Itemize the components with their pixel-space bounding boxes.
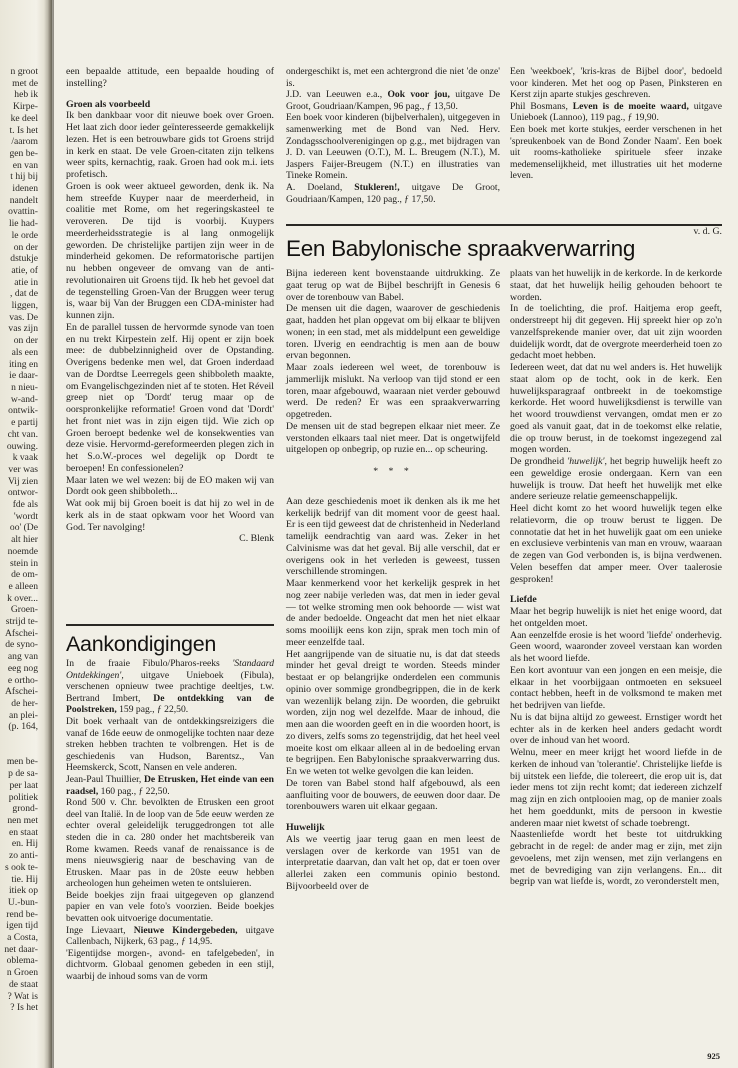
edge-line: nandelt [9,194,38,206]
edge-line: eeg nog [7,662,38,674]
announcements-column [66,658,274,983]
paragraph: Een kort avontuur van een jongen en een meisje, die elkaar in het voorbijgaan ontmoeten en seksueel contact hebben, heeft in de volksmond te maken met het bedrijven van liefde. [510,664,722,711]
paragraph: Aan eenzelfde erosie is het woord 'liefde' onderhevig. Geen woord, waaronder zoveel verstaan kan worden als het woord liefde. [510,629,722,664]
edge-line: e ortho- [7,674,38,686]
edge-line: lie had- [8,218,38,230]
book-listing: A. Doeland, Stukleren!, uitgave De Groot, Goudriaan/Kampen, 120 pag., ƒ 17,50. [286,181,500,205]
edge-line: Vij zien [7,475,38,487]
paragraph: En de parallel tussen de hervormde synode van toen en nu trekt Kirpestein zelf. Hij opent er zijn boek mee: de dubbelzinnigheid over de Opstanding. Overigens bedenke men wel, dat Groen inderdaad van de Dordtse Leerregels geen shibboleth maakte, om Evangelischgezinden niet af te stoten. Het Réveil greep niet op 'Dordt' terug maar op de oorspronkelijke reformatie! Groen vond dat 'Dordt' het front niet was in zijn eigen tijd. Wie zich op Groen beroept bedenke wel de konsekwenties van deze visie. Hervormd-gereformeerden plegen zich in het S.o.W.-proces wel degelijk op Dordt te beroepen! En confessionelen? [66,321,274,474]
column-2-announcements [286,66,500,205]
edge-line: vas zijn [8,323,38,335]
paragraph: Maar laten we wel wezen: bij de EO maken wij van Dordt ook geen shibboleth... [66,474,274,498]
edge-line: en staat [8,826,38,838]
paragraph: Maar kenmerkend voor het kerkelijk gesprek in het nog zeer nabije verleden was, dat men in ieder geval — tot welke stroming men ook behoorde — wist wat de ander bedoelde. Ongeacht dat men het niet elkaar soms mooilijk eens kon zijn, sprak men toch min of meer eenzelfde taal. [286,578,500,648]
edge-line: s ook te- [4,861,38,873]
edge-line: zo anti- [8,850,38,862]
edge-line: /aarom [11,136,38,148]
author-signature-vdg: v. d. G. [693,226,722,237]
author-signature: C. Blenk [239,533,274,545]
edge-line: oo' (De [9,522,38,534]
edge-line: a Costa, [7,932,38,944]
edge-line: ontwik- [8,405,38,417]
paragraph: Maar zoals iedereen wel weet, de torenbouw is jammerlijk mislukt. Na verloop van tijd stond er een toren, maar afgebouwd, waaraan niet verder gebouwd werd. De reden? Er was een spraakverwarring opgetreden. [286,362,500,420]
announcement-item: Dit boek verhaalt van de ontdekkingsreizigers die vanaf de 16de eeuw de onmogelijke tochten naar deze streken hebben trachten te volbrengen. Het is de geschiedenis van Hudson, Barentsz., Van Heemskerck, Scott, Nansen en vele anderen. [66,715,274,774]
edge-line: k vaak [12,452,38,464]
section-divider [66,624,274,626]
paragraph: In de toelichting, die prof. Haitjema erop geeft, onderstreept hij dit gegeven. Hij spreekt hier op zo'n vanzelfsprekende manier over, dat uit zijn woorden duidelijk wordt, dat de overgrote meerderheid toen zo gedacht moet hebben. [510,303,722,362]
column-1-groen-article [66,66,274,545]
subheading-huwelijk: Huwelijk [286,822,325,833]
edge-line: rend be- [6,908,38,920]
edge-line: n nieu- [11,381,38,393]
edge-line [2,733,38,745]
edge-line: 'wordt [13,510,38,522]
edge-line: de om- [11,569,38,581]
edge-line: stein in [10,557,38,569]
edge-line: atie, of [11,264,38,276]
edge-line: on der [13,241,38,253]
edge-line: de staat [8,978,38,990]
edge-line: per laat [9,779,38,791]
babylon-column-right [510,268,722,888]
edge-line: Kirpe- [12,101,38,113]
edge-line: tie. Hij [11,873,38,885]
edge-line: e partij [11,417,38,429]
edge-line: , dat de [10,288,38,300]
book-listing: Phil Bosmans, Leven is de moeite waard, uitgave Unieboek (Lannoo), 119 pag., ƒ 19,90. [510,100,722,124]
edge-line: ie daar- [9,370,38,382]
edge-line: ? Is het [10,1002,38,1014]
section-divider-top [286,224,722,226]
paragraph: De toren van Babel stond half afgebouwd, als een aanfluiting voor de bouwers, de eeuwen door daar. De torenbouwers waren uit elkaar gegaan. [286,777,500,813]
paragraph: De mensen uit de stad begrepen elkaar niet meer. Ze verstonden elkaars taal niet meer. Dat is ongetwijfeld uitgelopen op onbegrip, op ruzie en... op scheuring. [286,420,500,456]
edge-line: men be- [6,756,38,768]
announcement-item: In de fraaie Fibulo/Pharos-reeks 'Standaard Ontdekkingen', uitgave Unieboek (Fibula), verschenen opnieuw twee prachtige deeltjes, t.w. Bertrand Imbert, De ontdekking van de Poolstreken, 159 pag., ƒ 22,50. [66,658,274,716]
paragraph: Het aangrijpende van de situatie nu, is dat dat steeds minder het geval dreigt te worden. Steeds minder bestaat er op belangrijke onderdelen een communis opinio over sommige grondbegrippen, die in de kerk van wezenlijk belang zijn. De woorden, die gebruikt worden, zijn nog wel dezelfde. Maar de inhoud, die men aan die woorden geeft en in die woorden hoort, is zo divers, zelfs soms zo tegenstrijdig, dat het heel veel moeite kost om elkaar alleen al in de bedoeling ervan te begrijpen. Een Babylonische spraakverwarring dus. En we weten tot welke gevolgen die kan leiden. [286,648,500,777]
edge-line: n groot [10,66,38,77]
edge-line: ke deel [10,112,38,124]
edge-line: fde als [12,499,38,511]
edge-line: igen tijd [6,920,38,932]
paragraph: De grondheid 'huwelijk', het begrip huwelijk heeft zo een geweldige erosie ondergaan. Kern van een huwelijk is trouw. Dat heeft het huwelijk met elke andere serieuze relatie gemeenschappelijk. [510,456,722,503]
paragraph: Naastenliefde wordt het beste tot uitdrukking gebracht in de regel: de ander mag er zijn, met zijn gevoelens, met zijn wensen, met zijn verlangens en met de bevrediging van zijn verlangens. En... dit begrip van wat liefde is, wordt, zo veronderstelt men, [510,829,722,888]
paragraph: Een boek met korte stukjes, eerder verschenen in het 'spreukenboek van de Bond Zonder Naam'. Een boek uit rooms-katholieke spirituele sfeer inzake medemenselijkheid, met illustraties uit het moderne leven. [510,123,722,182]
edge-line: dstukje [10,253,38,265]
edge-line: itiek op [8,885,38,897]
announcement-item: Jean-Paul Thuillier, De Etrusken, Het einde van een raadsel, 160 pag., ƒ 22,50. [66,773,274,797]
paragraph: Maar het begrip huwelijk is niet het enige woord, dat het ontgelden moet. [510,606,722,629]
edge-line: p de sa- [8,768,38,780]
paragraph: Iedereen weet, dat dat nu wel anders is. Het huwelijk staat alom op de tocht, ook in de kerk. Een huwelijksparagraaf ontbreekt in de toekomstige kerkorde. Het woord huwelijksdienst is terwille van het woord trouwdienst vervangen, omdat men er zo goed als vanuit gaat, dat in de toekomst elke relatie, die op trouw berust, in de toekomst ingezegend zal mogen worden. [510,362,722,456]
paragraph: Aan deze geschiedenis moet ik denken als ik me het kerkelijk bedrijf van dit moment voor de geest haal. Er is een tijd geweest dat de christenheid in Nederland tamelijk eendrachtig van aard was. Zeker in het Calvinisme was dat het geval. Bij alle verschil, dat er overigens ook in het verleden is geweest, tussen verschillende stromingen. [286,495,500,578]
edge-line: (p. 164, [8,721,38,733]
paragraph: Bijna iedereen kent bovenstaande uitdrukking. Ze gaat terug op wat de Bijbel beschrijft in Genesis 6 over de torenbouw van Babel. [286,268,500,303]
edge-line: ovattin- [8,206,38,218]
paragraph: Wat ook mij bij Groen boeit is dat hij zo wel in de kerk als in de staat opkwam voor het Woord van God. Ter navolging! [66,498,274,533]
edge-line: net daar- [4,943,38,955]
edge-line: ? Wat is [7,990,38,1002]
edge-line: vas. De [9,311,38,323]
edge-line: Afschei- [4,627,38,639]
paragraph: Nu is dat bijna altijd zo geweest. Ernstiger wordt het echter als in de kerken heel anders gedacht wordt over de inhoud van het woord. [510,711,722,747]
edge-line: w-and- [10,393,38,405]
edge-line: ouwing. [6,440,38,452]
edge-line: cht van. [7,428,38,440]
edge-line: t. Is het [9,124,38,136]
paragraph: Groen is ook weer aktueel geworden, denk ik. Na hem streefde Kuyper naar de meerderheid, in coalitie met Rome, om het regeringskasteel te veroveren. De tijd is voorbij. Kuypers meerderheidsstrategie is al lang onmogelijk geworden. De christelijke partijen zijn weer in de minderheid gekomen. De reformatorische partijen nu hebben ongeveer de omvang van de anti-revolutionairen uit Groens tijd. Ik heb het gevoel dat de tegenstelling Groen-Van der Bruggen weer terug is, waar bij Van der Bruggen een CDA-minister had kunnen zijn. [66,180,274,321]
edge-line: de her- [11,697,38,709]
edge-line: Groen- [10,604,38,616]
babylon-column-left [286,268,500,893]
paragraph: Een 'weekboek', 'kris-kras de Bijbel door', bedoeld voor kinderen. Met het oog op Pasen, Pinksteren en Kerst zijn aparte stukjes geschreven. [510,66,722,101]
edge-line: atie in [14,276,38,288]
announcement-item: Rond 500 v. Chr. bevolkten de Etrusken een groot deel van Italië. In de loop van de 5de eeuw werden ze echter overal geleidelijk teruggedrongen tot alle steden die in ca. 280 onder het machtsbereik van Rome kwamen. Reeds vanaf de renaissance is de mens nieuwsgierig naar de beschaving van de Etrusken. Maar pas in de 20ste eeuw hebben archeologen hun geheimen weten te ontsluieren. [66,797,274,890]
page-number: 925 [707,1051,720,1061]
edge-line: alt hier [11,534,38,546]
edge-line [2,745,38,757]
paragraph: Als we veertig jaar terug gaan en men leest de verslagen over de kerkorde van 1951 van de interpretatie daarvan, dan valt het op, dat er toen over allerlei zaken een communis opinio bestond. Bijvoorbeeld over de [286,833,500,892]
babylon-article-title: Een Babylonische spraakverwarring [286,236,636,261]
edge-line: noemde [7,545,38,557]
facing-page-edge-text [2,66,38,1014]
edge-line: e alleen [8,580,38,592]
edge-line: idenen [12,183,38,195]
edge-line: heb ik [14,89,38,101]
edge-line: an plei- [8,709,38,721]
edge-line: en. Hij [11,838,38,850]
announcement-item: Beide boekjes zijn fraai uitgegeven op glanzend papier en van vele foto's voorzien. Beide boekjes bevatten ook uitvoerige documentatie. [66,889,274,925]
edge-line: t hij bij [10,171,38,183]
edge-line: strijd te- [5,616,38,628]
edge-line: iting en [8,358,38,370]
edge-line: politiek [8,791,38,803]
gutter-shadow [44,0,54,1068]
edge-line: met de [12,77,38,89]
edge-line: grond- [12,803,38,815]
paragraph: een bepaalde attitude, een bepaalde houding of instelling? [66,66,274,89]
paragraph: plaats van het huwelijk in de kerkorde. In de kerkorde staat, dat het huwelijk heilig gehouden behoort te worden. [510,268,722,303]
edge-line: ang van [7,651,38,663]
paragraph: Een boek voor kinderen (bijbelverhalen), uitgegeven in samenwerking met de Bond van Ned. Herv. Zondagsschoolverenigingen op g.g., met bijdragen van J. D. van Leeuwen (O.T.), M. L. Breugem (N.T.), M. Jaspers Faijer-Breugem (N.T.) en illustraties van Tineke Romein. [286,112,500,182]
paragraph: De mensen uit die dagen, waarover de geschiedenis gaat, hadden het plan opgevat om bij elkaar te blijven wonen; in een stad, met als middelpunt een geweldige toren. IJverig en eendrachtig is men aan de bouw ervan begonnen. [286,303,500,362]
edge-line: en van [12,159,38,171]
edge-line: Afschei- [4,686,38,698]
edge-line: U.-bun- [7,896,38,908]
edge-line: le orde [11,229,38,241]
book-listing: J.D. van Leeuwen e.a., Ook voor jou, uitgave De Groot, Goudriaan/Kampen, 96 pag., ƒ 13,50. [286,89,500,112]
edge-line: als een [11,346,38,358]
subheading-groen-als-voorbeeld: Groen als voorbeeld [66,98,151,110]
paragraph: Welnu, meer en meer krijgt het woord liefde in de kerken de inhoud van 'tolerantie'. Christelijke liefde is bij uitstek een liefde, die tolereert, die erop uit is, dat ieder mens tot zijn recht komt; dat iedereen zichzelf mag zijn en zich ontplooien mag, op de manier zoals het hem goeddunkt, mits de persoon in kwestie anderen maar niet kwetst of schade toebrengt. [510,747,722,829]
subheading-liefde: Liefde [510,594,537,606]
announcement-item: Inge Lievaart, Nieuwe Kindergebeden, uitgave Callenbach, Nijkerk, 63 pag., ƒ 14,95. [66,924,274,948]
column-3-announcements [510,66,722,182]
paragraph: Ik ben dankbaar voor dit nieuwe boek over Groen. Het laat zich door ieder geïnteresseerde gemakkelijk lezen. Het is een betrouwbare gids tot Groens strijd in kerk en staat. De vele Groen-citaten zijn telkens weer spits, kernachtig, raak. Groen had ook m.i. iets profetisch. [66,110,274,180]
edge-line: de syno- [5,639,38,651]
edge-line: oblema- [6,955,38,967]
edge-line: gen be- [9,147,38,159]
edge-line: liggen, [11,300,38,312]
edge-line: n Groen [6,967,38,979]
paragraph: Heel dicht komt zo het woord huwelijk tegen elke relatievorm, die op trouw berust te liggen. De connotatie dat het in het huwelijk gaat om een unieke en exclusieve verbintenis van man en vrouw, waaraan de zegen van God verbonden is, is bijna verdwenen. Velen beseffen dat amper meer. Over taalerosie gesproken! [510,503,722,585]
edge-line: nen met [7,815,38,826]
section-break-stars: * * * [373,466,413,477]
aankondigingen-heading: Aankondigingen [66,632,217,656]
edge-line: on der [13,335,38,347]
paragraph: ondergeschikt is, met een achtergrond die niet 'de onze' is. [286,66,500,89]
edge-line: k over... [7,592,38,604]
announcement-item: 'Eigentijdse morgen-, avond- en tafelgebeden', in dichtvorm. Globaal genomen gebeden in een stijl, waarbij de inhoud soms van de vorm [66,947,274,983]
edge-line: ontwor- [7,487,38,499]
edge-line: ver was [8,463,38,475]
